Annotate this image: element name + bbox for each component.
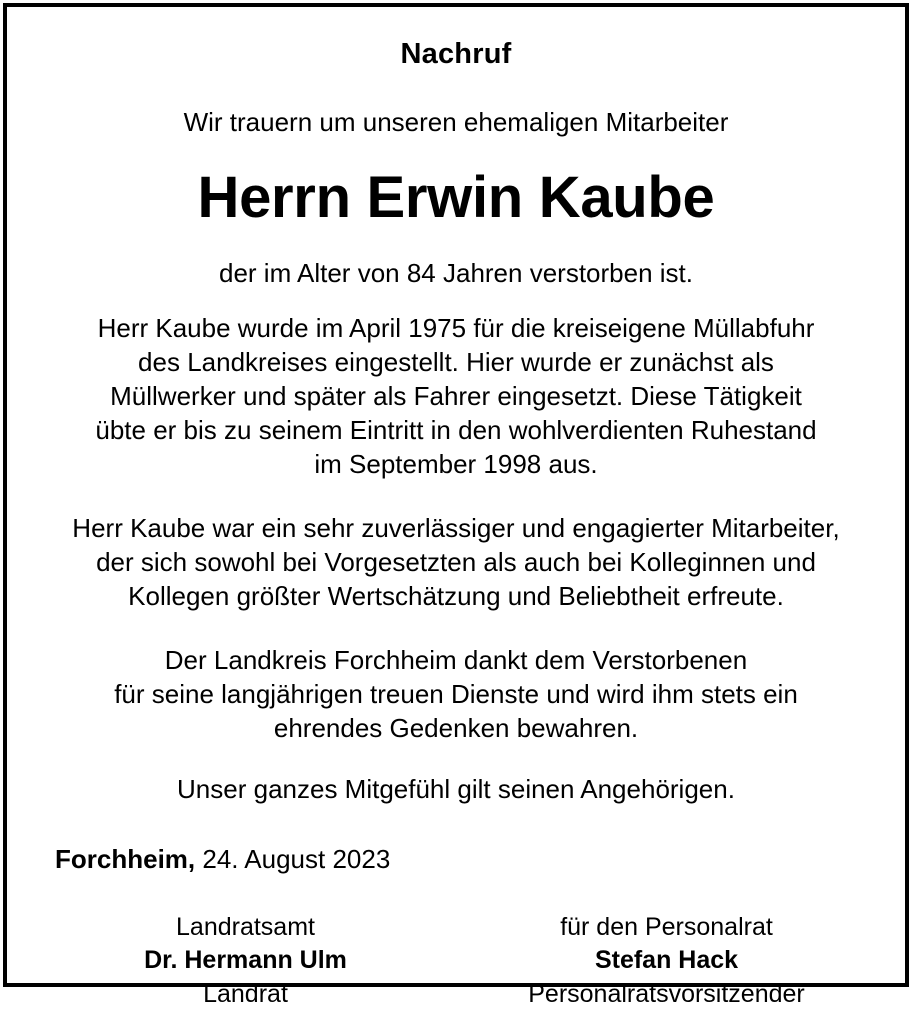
signature-block xyxy=(35,911,877,1012)
paragraph-line: ehrendes Gedenken bewahren. xyxy=(273,713,639,744)
place-name: Forchheim, xyxy=(55,844,196,875)
age-of-death-line: der im Alter von 84 Jahren verstorben ist. xyxy=(218,257,693,288)
notice-title: Nachruf xyxy=(400,38,512,70)
obituary-notice-content xyxy=(35,39,877,1015)
signature-column-landratsamt xyxy=(35,911,456,1012)
biography-paragraph xyxy=(35,311,877,481)
signatory-organization: Landratsamt xyxy=(176,912,315,941)
signatory-name: Stefan Hack xyxy=(594,946,739,975)
paragraph-line: für seine langjährigen treuen Dienste und wird ihm stets ein xyxy=(114,679,798,710)
gratitude-paragraph xyxy=(35,643,877,745)
paragraph-line: Der Landkreis Forchheim dankt dem Verstorbenen xyxy=(164,645,748,675)
paragraph-line: Herr Kaube wurde im April 1975 für die kreiseigene Müllabfuhr xyxy=(97,312,815,343)
signature-column-personalrat xyxy=(456,911,877,1012)
paragraph-line: Herr Kaube war ein sehr zuverlässiger und engagierter Mitarbeiter, xyxy=(72,512,840,543)
appreciation-paragraph xyxy=(35,511,877,613)
mourning-lead-text: Wir trauern um unseren ehemaligen Mitarbeiter xyxy=(183,106,729,137)
paragraph-line: des Landkreises eingestellt. Hier wurde er zunächst als xyxy=(138,346,774,377)
obituary-notice-frame xyxy=(3,3,909,1008)
sympathy-line: Unser ganzes Mitgefühl gilt seinen Angehörigen. xyxy=(177,774,735,805)
place-and-date xyxy=(55,845,877,875)
paragraph-line: Kollegen größter Wertschätzung und Beliebtheit erfreute. xyxy=(128,580,784,611)
signatory-role: Landrat xyxy=(203,979,288,1008)
paragraph-line: Müllwerker und später als Fahrer eingesetzt. Diese Tätigkeit xyxy=(110,380,802,411)
signatory-organization: für den Personalrat xyxy=(560,912,773,941)
signatory-role: Personalratsvorsitzender xyxy=(528,979,805,1008)
paragraph-line: der sich sowohl bei Vorgesetzten als auch bei Kolleginnen und xyxy=(96,546,816,577)
notice-date: 24. August 2023 xyxy=(195,844,391,875)
paragraph-line: übte er bis zu seinem Eintritt in den wohlverdienten Ruhestand xyxy=(95,414,817,445)
deceased-name: Herrn Erwin Kaube xyxy=(197,164,715,230)
signatory-name: Dr. Hermann Ulm xyxy=(144,946,347,975)
paragraph-line: im September 1998 aus. xyxy=(314,448,598,479)
